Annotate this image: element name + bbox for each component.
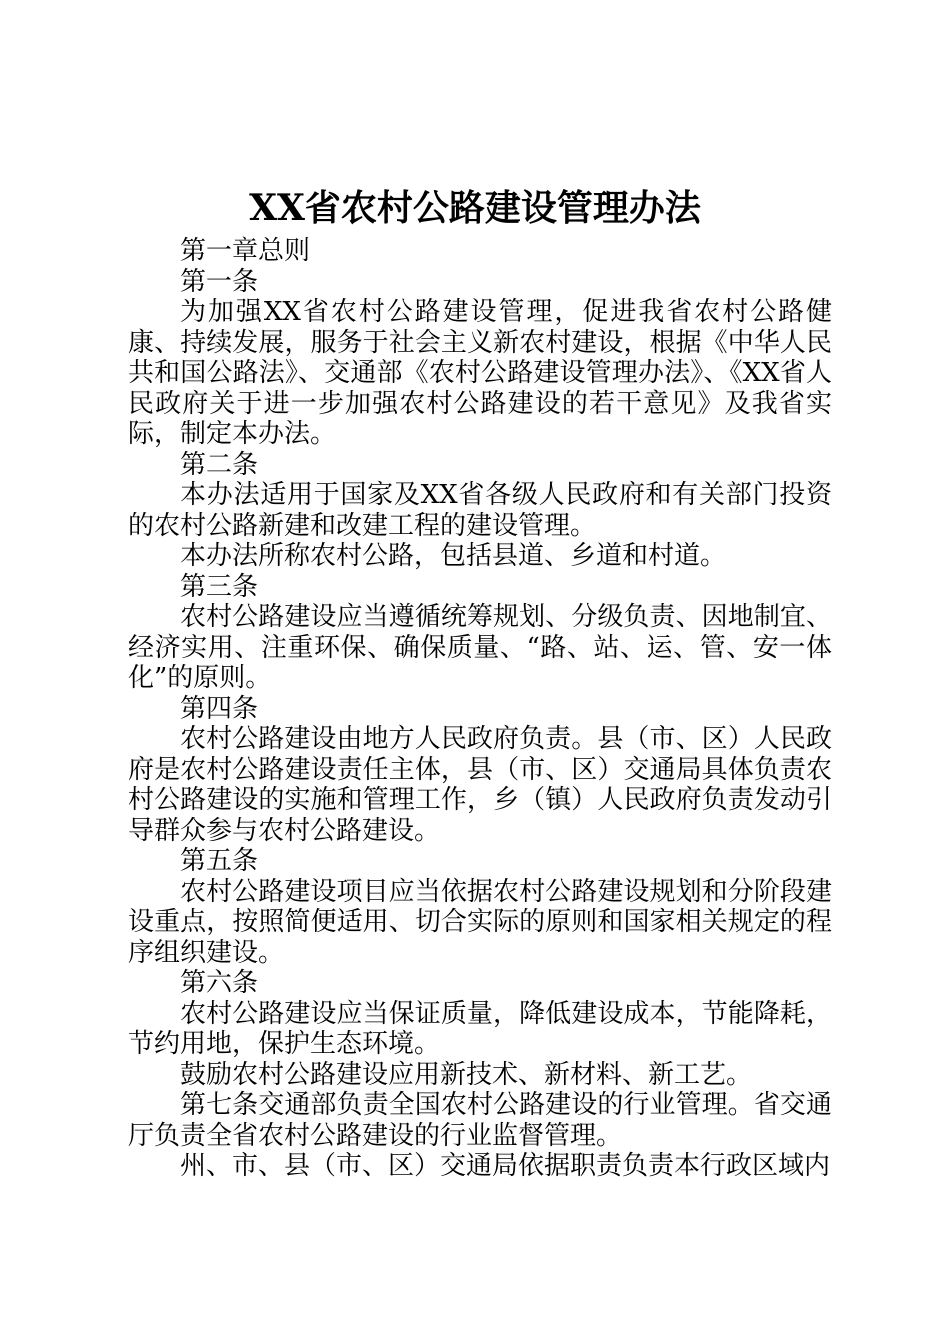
article-heading: 第五条 (180, 846, 259, 876)
article-paragraph: 为加强XX省农村公路建设管理，促进我省农村公路健康、持续发展，服务于社会主义新农村建设，根据《中华人民共和国公路法》、交通部《农村公路建设管理办法》、《XX省人民政府关于进一步加强农村公路建设的若干意见》及我省实际，制定本办法。 (128, 297, 832, 449)
document-body (128, 236, 832, 1182)
article-paragraph: 农村公路建设项目应当依据农村公路建设规划和分阶段建设重点，按照简便适用、切合实际的原则和国家相关规定的程序组织建设。 (128, 876, 832, 968)
article-paragraph: 农村公路建设由地方人民政府负责。县（市、区）人民政府是农村公路建设责任主体，县（市、区）交通局具体负责农村公路建设的实施和管理工作，乡（镇）人民政府负责发动引导群众参与农村公路建设。 (128, 724, 832, 846)
article-paragraph: 州、市、县（市、区）交通局依据职责负责本行政区域内 (180, 1151, 831, 1181)
article-paragraph: 第七条交通部负责全国农村公路建设的行业管理。省交通厅负责全省农村公路建设的行业监督管理。 (128, 1090, 832, 1151)
article-paragraph: 本办法所称农村公路，包括县道、乡道和村道。 (180, 541, 727, 571)
article-heading: 第一条 (180, 266, 259, 297)
article-heading: 第四条 (180, 693, 259, 724)
article-paragraph: 农村公路建设应当保证质量，降低建设成本，节能降耗，节约用地，保护生态环境。 (128, 998, 832, 1059)
article-heading: 第二条 (180, 449, 259, 480)
document-title: XX省农村公路建设管理办法 (249, 187, 701, 229)
chapter-heading: 第一章总则 (180, 236, 311, 266)
article-heading: 第三条 (180, 571, 259, 602)
article-paragraph: 本办法适用于国家及XX省各级人民政府和有关部门投资的农村公路新建和改建工程的建设管理。 (128, 480, 832, 541)
article-heading: 第六条 (180, 968, 259, 998)
article-paragraph: 农村公路建设应当遵循统筹规划、分级负责、因地制宜、经济实用、注重环保、确保质量、“路、站、运、管、安一体化”的原则。 (128, 602, 832, 693)
article-paragraph: 鼓励农村公路建设应用新技术、新材料、新工艺。 (180, 1059, 753, 1090)
